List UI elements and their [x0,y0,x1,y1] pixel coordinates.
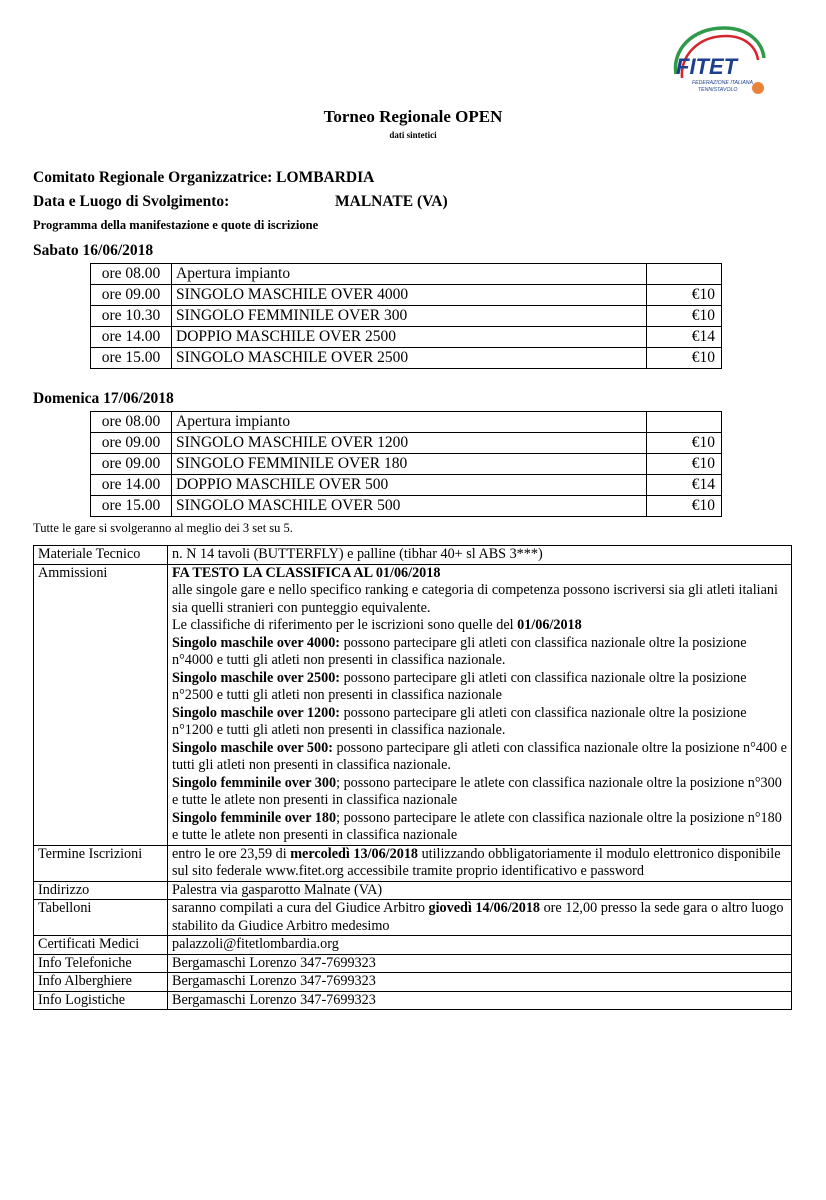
deadline-value [168,845,792,881]
info-value: Palestra via gasparotto Malnate (VA) [168,881,792,900]
table-row [34,954,792,973]
admission-entry [172,810,787,845]
date-place-line [33,193,448,211]
time-cell: ore 08.00 [91,412,172,433]
info-label: Info Alberghiere [34,973,168,992]
program-line: Programma della manifestazione e quote di iscrizione [33,218,319,232]
time-cell: ore 14.00 [91,327,172,348]
saturday-heading: Sabato 16/06/2018 [33,242,154,259]
table-row [34,546,792,565]
info-label: Certificati Medici [34,936,168,955]
table-row [34,881,792,900]
fee-cell: €14 [647,475,722,496]
info-label: Info Telefoniche [34,954,168,973]
info-value: n. N 14 tavoli (BUTTERFLY) e palline (tibhar 40+ sl ABS 3***) [168,546,792,565]
event-cell: Apertura impianto [172,412,647,433]
fee-cell: €10 [647,454,722,475]
admissions-intro: alle singole gare e nello specifico ranking e categoria di competenza possono iscriversi sia gli atleti italiani sia quelli stranieri con punteggio equivalente. [172,582,778,616]
admissions-headline: FA TESTO LA CLASSIFICA AL 01/06/2018 [172,564,441,581]
deadline-pre: entro le ore 23,59 di [172,845,291,862]
info-value: Bergamaschi Lorenzo 347-7699323 [168,954,792,973]
document-title: Torneo Regionale OPEN [323,107,503,126]
table-row [91,433,722,454]
fee-cell: €14 [647,327,722,348]
fee-cell: €10 [647,285,722,306]
info-value: Bergamaschi Lorenzo 347-7699323 [168,973,792,992]
table-row [91,348,722,369]
entry-title: Singolo femminile over 300 [172,774,337,791]
admissions-value [168,564,792,845]
table-row [91,306,722,327]
logo-text: FITET [676,54,738,79]
table-row [91,285,722,306]
event-cell: SINGOLO FEMMINILE OVER 180 [172,454,647,475]
time-cell: ore 15.00 [91,348,172,369]
draws-pre: saranno compilati a cura del Giudice Arbitro [172,900,429,916]
event-cell: Apertura impianto [172,264,647,285]
draws-post: ore 12,00 presso la sede gara o altro luogo stabilito da Giudice Arbitro medesimo [172,900,784,934]
table-row [34,845,792,881]
info-label: Termine Iscrizioni [34,845,168,881]
entry-title: Singolo maschile over 4000: [172,634,341,651]
document-subtitle: dati sintetici [389,130,437,140]
time-cell: ore 14.00 [91,475,172,496]
table-row [91,264,722,285]
info-label: Info Logistiche [34,991,168,1010]
date-place-label: Data e Luogo di Svolgimento: [33,193,230,210]
entry-title: Singolo femminile over 180 [172,809,337,826]
info-label: Tabelloni [34,900,168,936]
event-cell: SINGOLO MASCHILE OVER 2500 [172,348,647,369]
entry-text: ; possono partecipare le atlete con classifica nazionale oltre la posizione n°180 e tutte le atlete non presenti in classifica nazionale [172,809,782,843]
admission-entry [172,740,787,775]
time-cell: ore 10.30 [91,306,172,327]
sunday-schedule-table [90,411,722,517]
deadline-date: mercoledì 13/06/2018 [290,845,419,862]
entry-title: Singolo maschile over 2500: [172,669,341,686]
fee-cell: €10 [647,306,722,327]
event-cell: DOPPIO MASCHILE OVER 2500 [172,327,647,348]
time-cell: ore 09.00 [91,433,172,454]
time-cell: ore 09.00 [91,285,172,306]
fee-cell: €10 [647,348,722,369]
time-cell: ore 09.00 [91,454,172,475]
reference-date: 01/06/2018 [517,617,582,633]
event-cell: SINGOLO MASCHILE OVER 4000 [172,285,647,306]
table-row [34,564,792,845]
fitet-logo [662,22,768,102]
info-label: Materiale Tecnico [34,546,168,565]
table-row [34,991,792,1010]
info-value: palazzoli@fitetlombardia.org [168,936,792,955]
sunday-heading: Domenica 17/06/2018 [33,390,174,407]
deadline-post: utilizzando obbligatoriamente il modulo elettronico disponibile sul sito federale www.fitet.org accessibile tramite proprio identificativo e password [172,845,781,879]
entry-text: possono partecipare gli atleti con classifica nazionale oltre la posizione n°1200 e tutti gli atleti non presenti in classifica nazionale. [172,704,747,738]
fee-cell: €10 [647,496,722,517]
admission-entry [172,635,787,670]
reference-text: Le classifiche di riferimento per le iscrizioni sono quelle del [172,617,518,633]
time-cell: ore 15.00 [91,496,172,517]
entry-title: Singolo maschile over 1200: [172,704,341,721]
info-label: Indirizzo [34,881,168,900]
entry-text: possono partecipare gli atleti con classifica nazionale oltre la posizione n°4000 e tutti gli atleti non presenti in classifica nazionale. [172,634,747,668]
admission-entry [172,705,787,740]
draws-date: giovedì 14/06/2018 [428,900,541,916]
entry-title: Singolo maschile over 500: [172,739,333,756]
table-row [34,900,792,936]
format-note: Tutte le gare si svolgeranno al meglio dei 3 set su 5. [33,521,293,535]
table-row [91,496,722,517]
entry-text: possono partecipare gli atleti con classifica nazionale oltre la posizione n°400 e tutti gli atleti non presenti in classifica nazionale. [172,739,787,773]
draws-value [168,900,792,936]
entry-text: ; possono partecipare le atlete con classifica nazionale oltre la posizione n°300 e tutte le atlete non presenti in classifica nazionale [172,774,782,808]
info-value: Bergamaschi Lorenzo 347-7699323 [168,991,792,1010]
table-row [91,327,722,348]
ball-icon [752,82,764,94]
fee-cell [647,264,722,285]
fee-cell: €10 [647,433,722,454]
committee-line: Comitato Regionale Organizzatrice: LOMBARDIA [33,169,375,186]
info-table [33,545,792,1010]
event-cell: SINGOLO MASCHILE OVER 500 [172,496,647,517]
table-row [91,475,722,496]
event-cell: SINGOLO MASCHILE OVER 1200 [172,433,647,454]
time-cell: ore 08.00 [91,264,172,285]
event-cell: SINGOLO FEMMINILE OVER 300 [172,306,647,327]
table-row [34,936,792,955]
event-cell: DOPPIO MASCHILE OVER 500 [172,475,647,496]
info-label: Ammissioni [34,564,168,845]
logo-sub-1: FEDERAZIONE ITALIANA [692,80,754,86]
date-place-value: MALNATE (VA) [335,193,448,210]
fee-cell [647,412,722,433]
entry-text: possono partecipare gli atleti con classifica nazionale oltre la posizione n°2500 e tutti gli atleti non presenti in classifica nazionale [172,669,747,703]
admission-entry [172,670,787,705]
table-row [34,973,792,992]
logo-sub-2: TENNISTAVOLO [698,87,738,93]
table-row [91,412,722,433]
admission-entry [172,775,787,810]
table-row [91,454,722,475]
admissions-reference [172,617,787,635]
saturday-schedule-table [90,263,722,369]
